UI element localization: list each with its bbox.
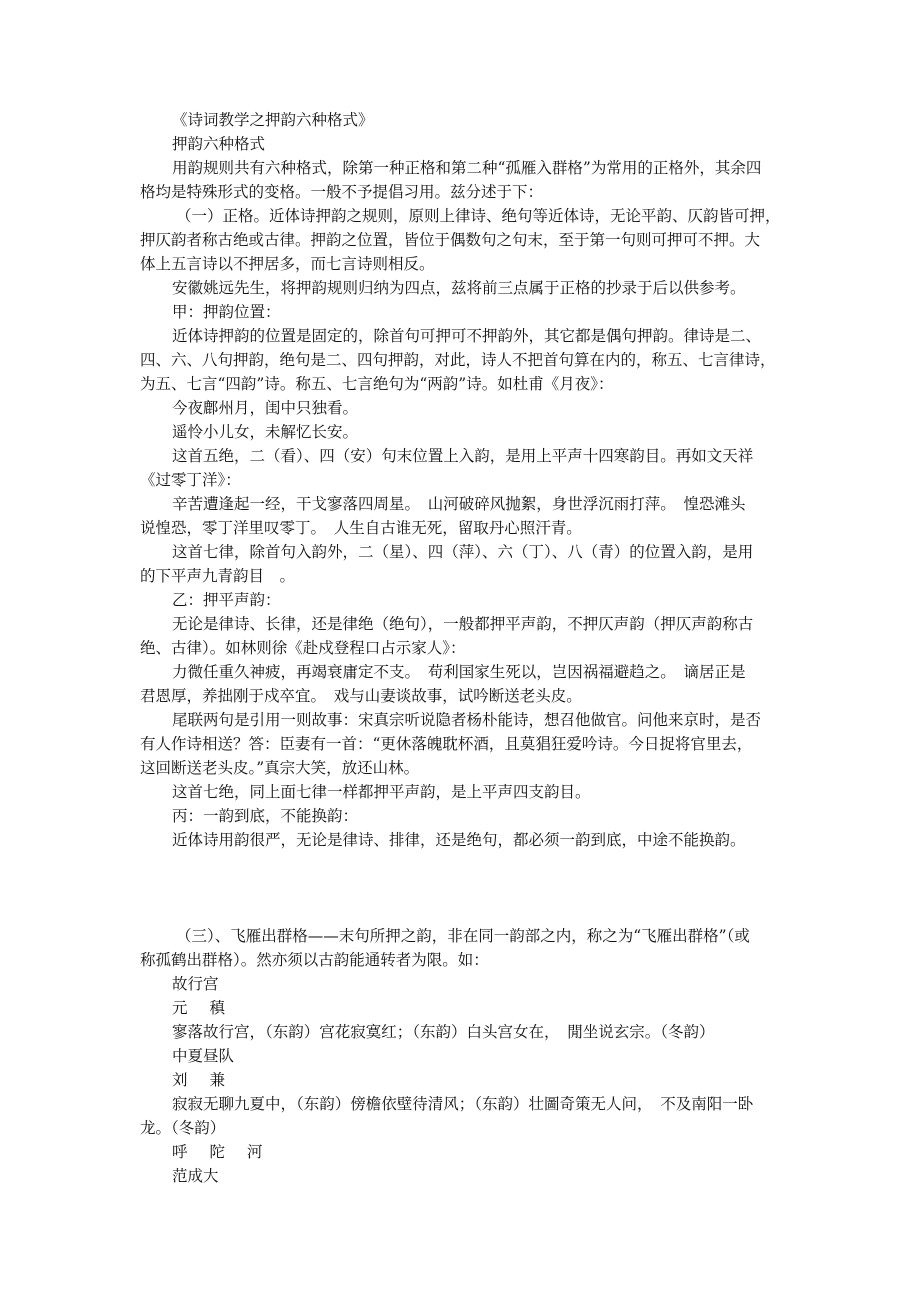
poem3-note-line-3: 这回断送老头皮。”真宗大笑，放还山林。 — [140, 759, 420, 777]
example1-author: 元稹 — [172, 999, 248, 1017]
example2-title: 中夏昼队 — [172, 1047, 235, 1065]
doc-title: 《诗词教学之押韵六种格式》 — [172, 111, 374, 129]
yao-paragraph: 安徽姚远先生，将押韵规则归纳为四点，兹将前三点属于正格的抄录于后以供参考。 — [172, 279, 746, 297]
sec1-line-3: 体上五言诗以不押居多，而七言诗则相反。 — [140, 255, 435, 273]
yi-heading: 乙：押平声韵： — [172, 591, 281, 609]
jia-note-line-2: 《过零丁洋》： — [140, 471, 241, 489]
document-page — [140, 108, 780, 1188]
example2-poem-line-1: 寂寂无聊九夏中，（东韵）傍檐依壁待清风；（东韵）壮圖奇策无人问， 不及南阳一卧 — [172, 1095, 754, 1113]
jia-line-1: 近体诗押韵的位置是固定的，除首句可押可不押韵外，其它都是偶句押韵。律诗是二、 — [172, 327, 762, 345]
intro-line-2: 格均是特殊形式的变格。一般不予提倡习用。兹分述于下： — [140, 183, 544, 201]
poem3-tail: 这首七绝，同上面七律一样都押平声韵，是上平声四支韵目。 — [172, 783, 591, 801]
jia-line-3: 为五、七言“四韵”诗。称五、七言绝句为“两韵”诗。如杜甫《月夜》： — [140, 375, 614, 393]
sec3-line-2: 称孤鹤出群格）。然亦须以古韵能通转者为限。如： — [140, 951, 489, 969]
jia-heading: 甲：押韵位置： — [172, 303, 281, 321]
poem3-line-2: 君恩厚，养拙刚于戍卒宜。 戏与山妻谈故事，试吟断送老头皮。 — [140, 687, 582, 705]
poem3-note-line-2: 有人作诗相送？答：臣妻有一首：“更休落魄耽杯酒，且莫猖狂爱吟诗。今日捉将官里去， — [140, 735, 753, 753]
sec1-line-2: 押仄韵者称古绝或古律。押韵之位置，皆位于偶数句之句末，至于第一句则可押可不押。大 — [140, 231, 761, 249]
sec3-line-1: （三）、飞雁出群格——末句所押之韵，非在同一韵部之内，称之为“飞雁出群格”（或 — [176, 927, 750, 945]
jia-note-line-1: 这首五绝，二（看）、四（安）句末位置上入韵，是用上平声十四寒韵目。再如文天祥 — [172, 447, 754, 465]
jia-line-2: 四、六、八句押韵，绝句是二、四句押韵，对此，诗人不把首句算在内的，称五、七言律诗， — [140, 351, 776, 369]
poem2-line-2: 说惶恐，零丁洋里叹零丁。 人生自古谁无死，留取丹心照汗青。 — [140, 519, 582, 537]
example3-title: 呼陀河 — [172, 1143, 285, 1161]
bing-heading: 丙：一韵到底，不能换韵： — [172, 807, 359, 825]
yi-line-2: 绝、古律）。如林则徐《赴戍登程口占示家人》： — [140, 639, 466, 657]
sec1-line-1: （一）正格。近体诗押韵之规则，原则上律诗、绝句等近体诗，无论平韵、仄韵皆可押， — [176, 207, 781, 225]
poem1-line-2: 遥怜小儿女，未解忆长安。 — [172, 423, 359, 441]
bing-body: 近体诗用韵很严，无论是律诗、排律，还是绝句，都必须一韵到底，中途不能换韵。 — [172, 831, 746, 849]
example2-author: 刘兼 — [172, 1071, 248, 1089]
example2-poem-line-2: 龙。（冬韵） — [140, 1119, 226, 1137]
example1-title: 故行宫 — [172, 975, 219, 993]
section-gap — [140, 852, 780, 924]
poem3-line-1: 力微任重久神疲，再竭衰庸定不支。 苟利国家生死以，岂因祸福避趋之。 谪居正是 — [172, 663, 746, 681]
poem1-line-1: 今夜鄜州月，闺中只独看。 — [172, 399, 359, 417]
yi-line-1: 无论是律诗、长律，还是律绝（绝句），一般都押平声韵，不押仄声韵（押仄声韵称古 — [172, 615, 754, 633]
intro-line-1: 用韵规则共有六种格式，除第一种正格和第二种“孤雁入群格”为常用的正格外，其余四 — [172, 159, 762, 177]
poem2-line-1: 辛苦遭逢起一经，干戈寥落四周星。 山河破碎风抛絮，身世浮沉雨打萍。 惶恐滩头 — [172, 495, 746, 513]
doc-subtitle: 押韵六种格式 — [172, 135, 266, 153]
poem2-note-line-1: 这首七律，除首句入韵外，二（星）、四（萍）、六（丁）、八（青）的位置入韵，是用 — [172, 543, 754, 561]
poem3-note-line-1: 尾联两句是引用一则故事：宋真宗听说隐者杨朴能诗，想召他做官。问他来京时，是否 — [172, 711, 762, 729]
example1-poem: 寥落故行宫，（东韵）宫花寂寞红；（东韵）白头宫女在， 閒坐说玄宗。（冬韵） — [172, 1023, 715, 1041]
poem2-note-line-2: 的下平声九青韵目 。 — [140, 567, 296, 585]
example3-author: 范成大 — [172, 1167, 219, 1185]
